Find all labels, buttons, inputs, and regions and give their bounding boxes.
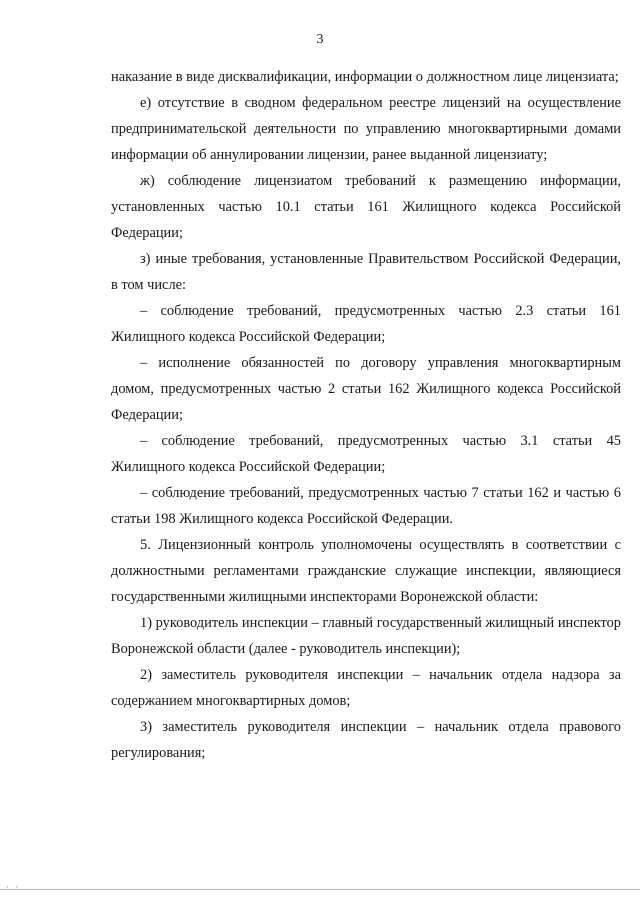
document-body xyxy=(111,64,621,766)
scan-bottom-edge xyxy=(0,889,640,890)
paragraph: – соблюдение требований, предусмотренных частью 3.1 статьи 45 Жилищного кодекса Российской Федерации; xyxy=(111,433,621,475)
paragraph: е) отсутствие в сводном федеральном реестре лицензий на осуществление предпринимательской деятельности по управлению многоквартирными домами информации об аннулировании лицензии, ранее выданной лицензиату; xyxy=(111,95,621,163)
page-number: 3 xyxy=(316,32,324,47)
paragraph: – исполнение обязанностей по договору управления многоквартирным домом, предусмотренных частью 2 статьи 162 Жилищного кодекса Российской Федерации; xyxy=(111,355,621,423)
paragraph: ж) соблюдение лицензиатом требований к размещению информации, установленных частью 10.1 статьи 161 Жилищного кодекса Российской Федерации; xyxy=(111,173,621,241)
scan-artifact: · · xyxy=(6,882,21,892)
paragraph: – соблюдение требований, предусмотренных частью 2.3 статьи 161 Жилищного кодекса Российской Федерации; xyxy=(111,303,621,345)
paragraph: 2) заместитель руководителя инспекции – начальник отдела надзора за содержанием многоквартирных домов; xyxy=(111,667,621,709)
paragraph: 5. Лицензионный контроль уполномочены осуществлять в соответствии с должностными регламентами гражданские служащие инспекции, являющиеся государственными жилищными инспекторами Воронежской области: xyxy=(111,537,621,605)
paragraph: 1) руководитель инспекции – главный государственный жилищный инспектор Воронежской области (далее - руководитель инспекции); xyxy=(111,615,621,657)
paragraph: з) иные требования, установленные Правительством Российской Федерации, в том числе: xyxy=(111,251,621,293)
paragraph: – соблюдение требований, предусмотренных частью 7 статьи 162 и частью 6 статьи 198 Жилищного кодекса Российской Федерации. xyxy=(111,485,621,527)
paragraph: 3) заместитель руководителя инспекции – начальник отдела правового регулирования; xyxy=(111,719,621,761)
paragraph: наказание в виде дисквалификации, информации о должностном лице лицензиата; xyxy=(111,69,619,85)
